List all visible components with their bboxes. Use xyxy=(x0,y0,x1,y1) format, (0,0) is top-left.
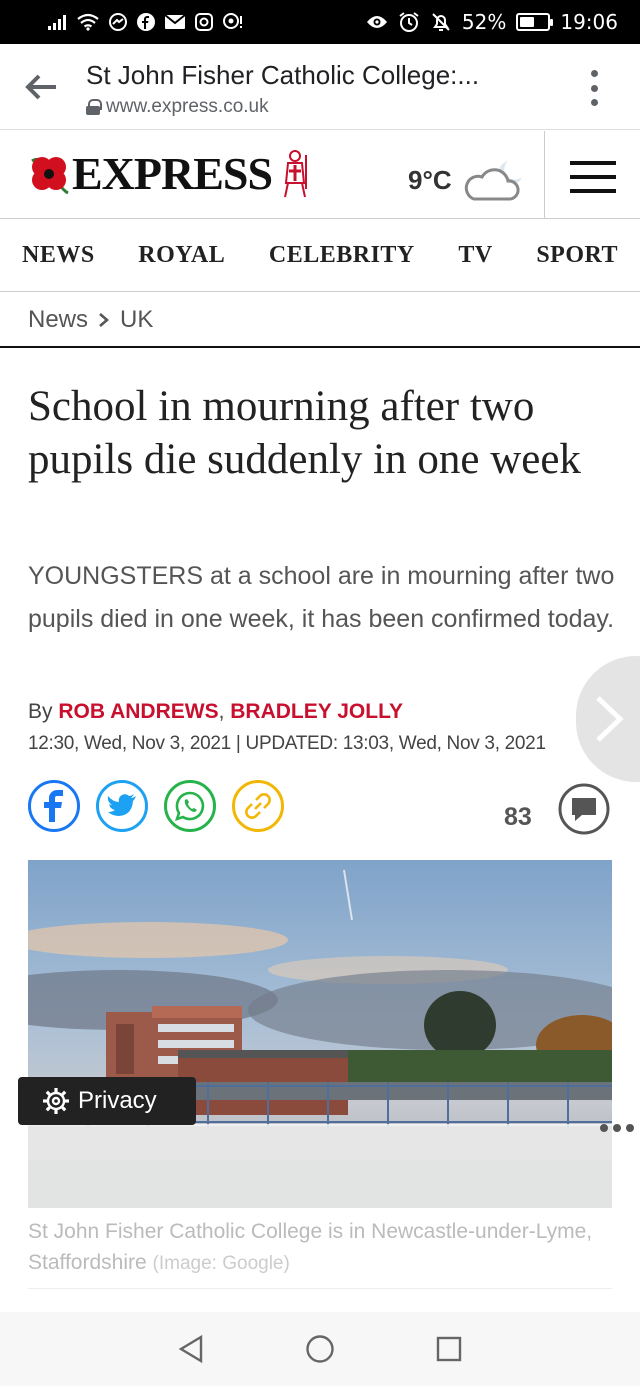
privacy-label: Privacy xyxy=(78,1087,157,1114)
browser-menu-button[interactable] xyxy=(586,70,602,106)
battery-icon xyxy=(516,13,550,31)
wifi-icon xyxy=(76,13,100,31)
recents-square-icon[interactable] xyxy=(435,1335,463,1363)
article-standfirst: YOUNGSTERS at a school are in mourning after two pupils died in one week, it has been confirmed today. xyxy=(28,562,615,633)
facebook-share-button[interactable] xyxy=(28,780,80,832)
share-buttons xyxy=(28,780,284,832)
breadcrumb xyxy=(0,293,640,348)
back-arrow-icon[interactable] xyxy=(24,72,60,102)
eye-icon xyxy=(366,14,388,30)
cloud-moon-icon xyxy=(460,157,526,203)
mute-bell-icon xyxy=(430,11,452,33)
chevron-right-icon xyxy=(98,311,110,329)
link-icon xyxy=(243,791,273,821)
author-link-1[interactable]: ROB ANDREWS xyxy=(58,700,219,723)
byline xyxy=(28,700,403,724)
privacy-button[interactable] xyxy=(18,1077,196,1125)
next-article-button[interactable] xyxy=(576,656,640,782)
comments-button[interactable] xyxy=(557,782,611,841)
nav-item-royal[interactable]: ROYAL xyxy=(138,242,226,268)
browser-address-bar xyxy=(0,44,640,130)
whatsapp-icon xyxy=(174,790,206,822)
article-dateline: 12:30, Wed, Nov 3, 2021 | UPDATED: 13:03, Wed, Nov 3, 2021 xyxy=(28,733,546,754)
alarm-icon xyxy=(398,11,420,33)
system-navigation-bar xyxy=(0,1312,640,1386)
caption-divider xyxy=(28,1288,612,1289)
home-circle-icon[interactable] xyxy=(305,1334,335,1364)
comment-count[interactable]: 83 xyxy=(504,803,532,831)
byline-prefix: By xyxy=(28,700,53,723)
article-headline: School in mourning after two pupils die suddenly in one week xyxy=(28,383,581,483)
gear-icon xyxy=(42,1087,70,1115)
mail-icon xyxy=(164,14,186,30)
poppy-icon xyxy=(28,153,70,195)
header-divider xyxy=(544,131,545,219)
nav-item-sport[interactable]: SPORT xyxy=(536,242,618,268)
browser-url[interactable] xyxy=(86,96,269,118)
clock: 19:06 xyxy=(560,10,618,34)
more-options-icon[interactable] xyxy=(600,1124,634,1132)
facebook-notification-icon xyxy=(136,12,156,32)
status-bar xyxy=(0,0,640,44)
instagram-icon xyxy=(194,12,214,32)
status-icons-right xyxy=(366,10,618,34)
location-notification-icon xyxy=(222,12,244,32)
back-triangle-icon[interactable] xyxy=(177,1334,205,1364)
nav-item-tv[interactable]: TV xyxy=(458,242,493,268)
messenger-icon xyxy=(108,12,128,32)
image-caption xyxy=(28,1216,608,1279)
author-link-2[interactable]: BRADLEY JOLLY xyxy=(230,700,403,723)
site-header xyxy=(0,131,640,219)
lock-icon xyxy=(86,99,100,115)
signal-icon xyxy=(48,14,68,30)
author-separator: , xyxy=(218,700,225,723)
battery-level xyxy=(520,17,534,27)
temperature: 9°C xyxy=(408,164,452,195)
nav-item-news[interactable]: NEWS xyxy=(22,242,95,268)
nav-item-celebrity[interactable]: CELEBRITY xyxy=(268,242,415,268)
chevron-right-icon xyxy=(592,694,626,744)
caption-text: St John Fisher Catholic College is in Newcastle-under-Lyme, Staffordshire xyxy=(28,1220,593,1274)
battery-percent: 52% xyxy=(461,10,507,34)
caption-credit: (Image: Google) xyxy=(152,1253,290,1274)
comment-bubble-icon xyxy=(557,782,611,836)
facebook-icon xyxy=(42,789,66,823)
twitter-icon xyxy=(107,793,137,819)
weather-widget[interactable] xyxy=(408,157,526,203)
section-nav xyxy=(0,220,640,292)
breadcrumb-news[interactable]: News xyxy=(28,305,89,333)
breadcrumb-uk[interactable]: UK xyxy=(120,305,154,333)
crusader-icon xyxy=(278,149,312,199)
url-text: www.express.co.uk xyxy=(106,96,269,117)
whatsapp-share-button[interactable] xyxy=(164,780,216,832)
copy-link-button[interactable] xyxy=(232,780,284,832)
express-logo[interactable] xyxy=(28,149,312,199)
browser-page-title[interactable]: St John Fisher Catholic College:... xyxy=(86,60,480,90)
status-icons-left xyxy=(48,12,244,32)
logo-wordmark: EXPRESS xyxy=(72,148,273,199)
twitter-share-button[interactable] xyxy=(96,780,148,832)
hamburger-menu-icon[interactable] xyxy=(570,161,616,193)
